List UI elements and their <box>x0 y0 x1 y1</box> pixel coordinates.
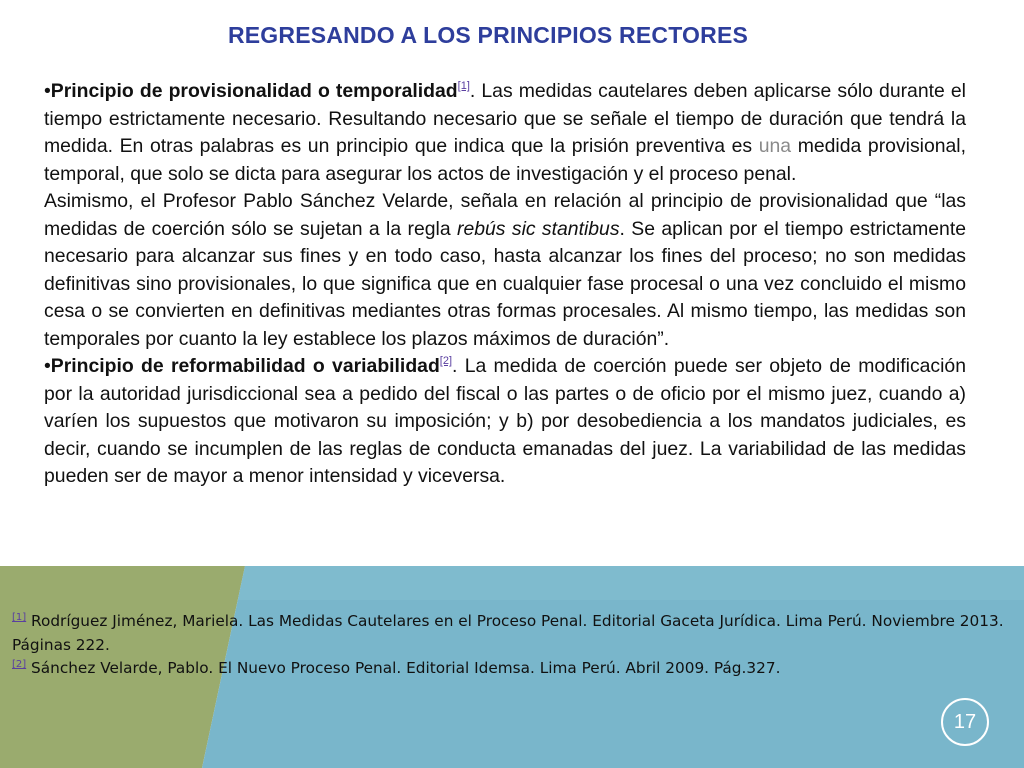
footnote-link-1[interactable]: [1] <box>457 80 470 92</box>
blue-band-highlight <box>238 566 1024 600</box>
paragraph-text: Asimismo, el Profesor Pablo Sánchez Velarde, señala en relación al principio de provisionalidad que “las medidas de coerción sólo se sujetan a la regla <box>44 190 966 240</box>
footnote-text: Sánchez Velarde, Pablo. El Nuevo Proceso Penal. Editorial Idemsa. Lima Perú. Abril 2009. Pág.327. <box>26 659 781 677</box>
paragraph-text: . Se aplican por el tiempo estrictamente necesario para alcanzar sus fines y en todo caso, hasta alcanzar los fines del proceso; no son medidas definitivas sino provisionales, lo que significa que en cualquier fase procesal o una vez concluido el mismo cesa o se convierten en definitivas mediantes otras formas procesales. Al mismo tiempo, las medidas son temporales por cuanto la ley establece los plazos máximos de duración”. <box>44 217 966 350</box>
slide-title: REGRESANDO A LOS PRINCIPIOS RECTORES <box>227 22 749 48</box>
footnote-backlink-2[interactable]: [2] <box>12 659 27 670</box>
footnote-text: Rodríguez Jiménez, Mariela. Las Medidas Cautelares en el Proceso Penal. Editorial Gaceta Jurídica. Lima Perú. Noviembre 2013. Páginas 222. <box>12 612 1004 654</box>
bullet: • <box>44 355 51 377</box>
paragraph-text: medida provisional, temporal, que solo se dicta para asegurar los actos de investigación y el proceso penal. <box>44 135 967 185</box>
principle-heading-reformabilidad: Principio de reformabilidad o variabilidad <box>50 355 440 377</box>
paragraph-sanchez-velarde <box>44 188 966 353</box>
paragraph-provisionalidad <box>44 78 966 188</box>
slide-body <box>44 78 966 491</box>
footnote-ref-1 <box>458 80 470 92</box>
footnote-link-2[interactable]: [2] <box>439 355 453 367</box>
footnote-2 <box>12 657 1012 681</box>
bullet: • <box>44 80 51 102</box>
footnote-ref-2 <box>440 355 452 367</box>
page-number-badge: 17 <box>941 698 989 746</box>
highlighted-word: una <box>758 135 792 157</box>
footnote-backlink-1[interactable]: [1] <box>12 612 27 623</box>
latin-phrase: rebús sic stantibus <box>457 217 620 240</box>
footnote-1 <box>12 610 1012 657</box>
paragraph-reformabilidad <box>44 353 966 491</box>
paragraph-text: . La medida de coerción puede ser objeto de modificación por la autoridad jurisdiccional sea a pedido del fiscal o las partes o de oficio por el mismo juez, cuando a) varíen los supuestos que motivaron su imposición; y b) por desobediencia a los mandatos judiciales, es decir, cuando se incumplen de las reglas de conducta emanadas del juez. La variabilidad de las medidas pueden ser de mayor a menor intensidad y viceversa. <box>44 355 966 487</box>
principle-heading-provisionalidad: Principio de provisionalidad o temporalidad <box>50 80 458 102</box>
paragraph-text: . Las medidas cautelares deben aplicarse sólo durante el tiempo estrictamente necesario. Resultando necesario que se señale el tiempo de duración que tendrá la medida. En otras palabras es un principio que indica que la prisión preventiva es <box>44 80 966 157</box>
footnotes <box>12 610 1012 681</box>
